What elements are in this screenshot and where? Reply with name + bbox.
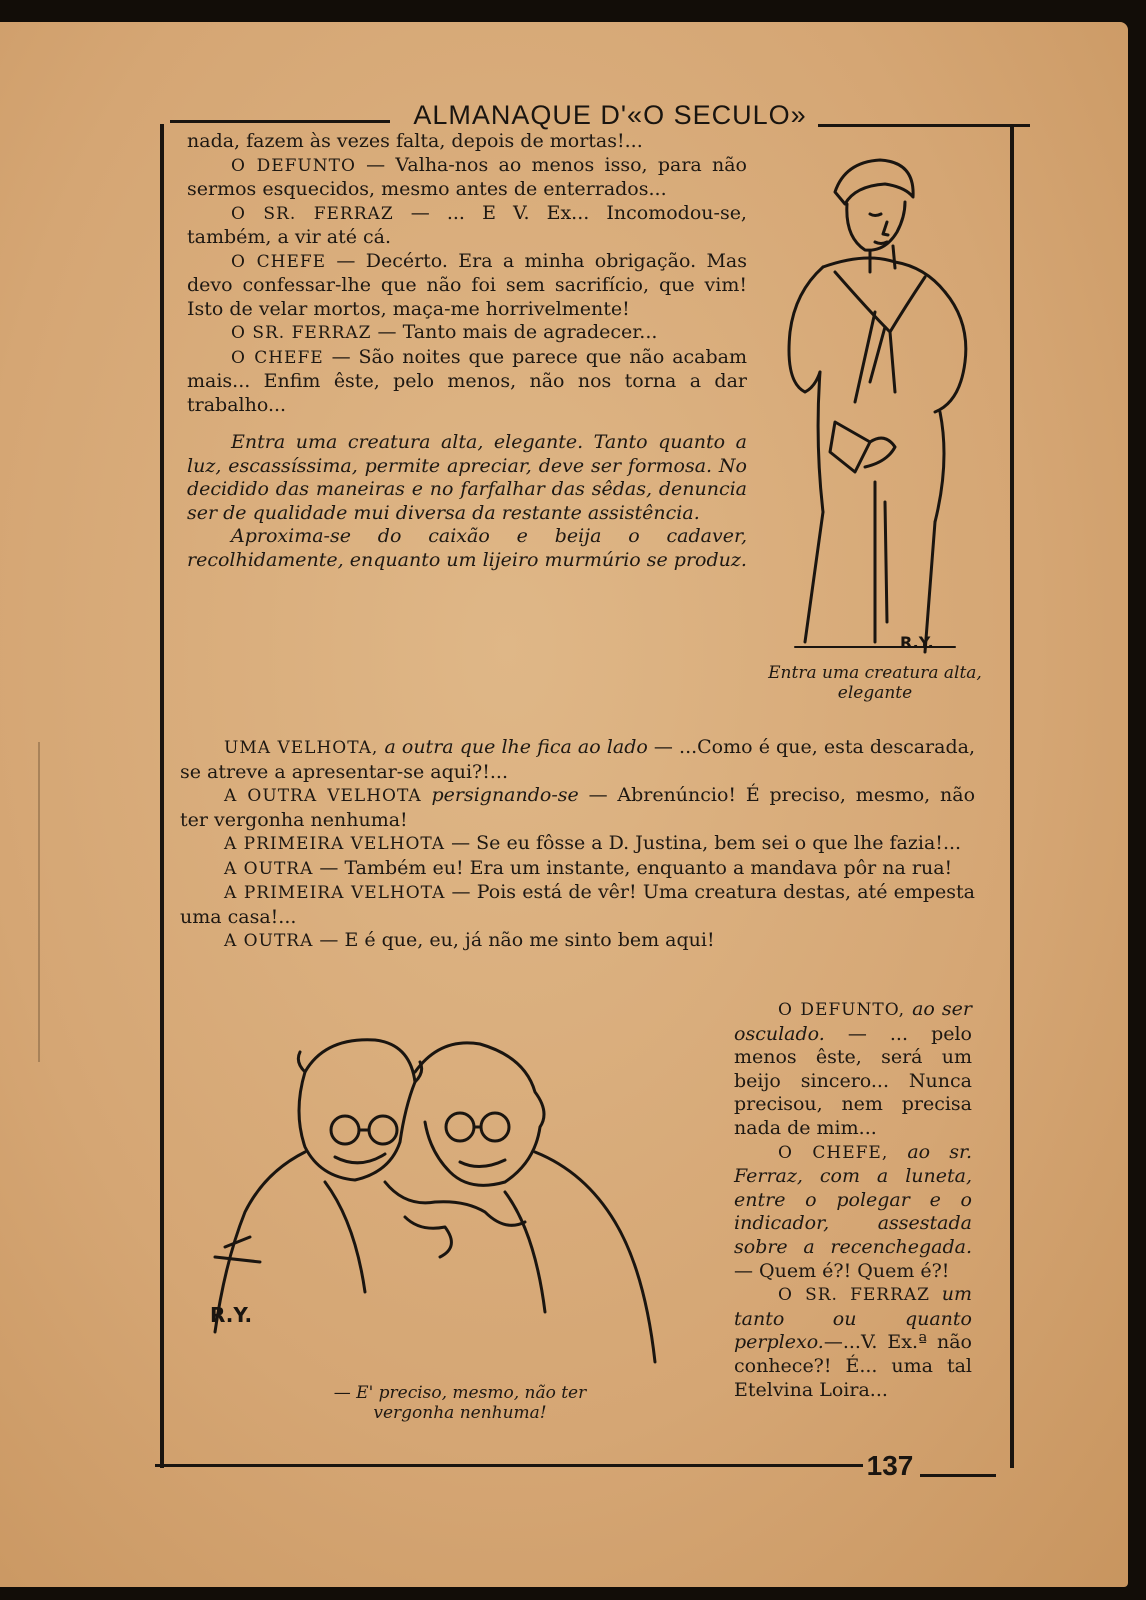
dialogue-text: — Abrenúncio! É preciso, mesmo, não ter vergonha nenhuma! [180, 784, 976, 831]
speaker: O SR. FERRAZ [778, 1285, 930, 1306]
stage-direction: persignando-se [421, 784, 579, 806]
dialogue-line [180, 736, 975, 784]
speaker: O CHEFE, [778, 1142, 889, 1163]
dialogue-line [734, 1283, 972, 1402]
illustration-signature: R.Y. [900, 633, 934, 652]
dialogue-line [180, 929, 975, 954]
stage-direction: ao sr. Ferraz, com a luneta, entre o polegar e o indicador, assestada sobre a recenchegada. [734, 1140, 972, 1258]
paragraph: nada, fazem às vezes falta, depois de mortas!... [187, 130, 643, 152]
page [0, 22, 1128, 1587]
page-number: 137 [866, 1450, 914, 1481]
dialogue-line [187, 346, 747, 418]
dialogue-text: — Também eu! Era um instante, enquanto a mandava pôr na rua! [313, 856, 953, 879]
middle-text-block [180, 736, 975, 954]
header-rule-left [170, 120, 390, 123]
dialogue-text: — Quem é?! Quem é?! [734, 1259, 950, 1282]
speaker: O SR. FERRAZ [231, 323, 372, 343]
binding-thread [38, 742, 54, 1062]
speaker: A PRIMEIRA VELHOTA [224, 883, 446, 903]
dialogue-line [180, 881, 975, 929]
speaker: A OUTRA VELHOTA [224, 786, 422, 806]
dialogue-text: — Decérto. Era a minha obrigação. Mas devo confessar-lhe que não foi sem sacrifício, que vim! Isto de velar mortos, maça-me horrivelmente! [187, 249, 747, 320]
speaker: A PRIMEIRA VELHOTA [224, 834, 446, 854]
dialogue-line [187, 154, 747, 202]
dialogue-text: — Se eu fôsse a D. Justina, bem sei o que lhe fazia!... [445, 832, 962, 854]
footer-rule-right [920, 1474, 996, 1477]
dialogue-text: — ... pelo menos êste, será um beijo sincero... Nunca precisou, nem precisa nada de mim... [734, 1022, 972, 1139]
speaker: O SR. FERRAZ [231, 203, 394, 224]
speaker: A OUTRA [224, 931, 314, 951]
speaker: O CHEFE [231, 347, 324, 368]
speaker: A OUTRA [224, 858, 314, 879]
dialogue-line [187, 321, 747, 346]
right-text-column [734, 998, 972, 1402]
two-old-women-illustration [205, 1032, 705, 1372]
dialogue-text: — E é que, eu, já não me sinto bem aqui! [313, 929, 715, 951]
dialogue-text: — Pois está de vêr! Uma creatura destas, até empesta uma casa!... [180, 881, 976, 928]
dialogue-text: —...V. Ex.ª não conhece?! É... uma tal Etelvina Loira... [734, 1331, 972, 1401]
stage-direction: um tanto ou quanto perplexo. [734, 1283, 972, 1354]
stage-direction: Aproxima-se do caixão e beija o cadaver, recolhidamente, enquanto um lijeiro murmúrio se produz. [187, 525, 747, 571]
stage-direction: Entra uma creatura alta, elegante. Tanto quanto a luz, escassíssima, permite apreciar, deve ser formosa. No decidido das maneiras e no farfalhar das sêdas, denuncia ser de qualidade mui diversa da restante assistência. [187, 431, 747, 524]
dialogue-line [734, 998, 972, 1141]
footer-rule-left [155, 1464, 863, 1467]
illustration-caption: Entra uma creatura alta, elegante [768, 663, 982, 703]
page-footer [150, 1450, 1010, 1490]
dialogue-line [734, 1141, 972, 1284]
speaker: UMA VELHOTA, [224, 738, 379, 758]
header-title: ALMANAQUE D'«O SECULO» [413, 100, 807, 130]
dialogue-text: — São noites que parece que não acabam mais... Enfim êste, pelo menos, não nos torna a dar trabalho... [187, 345, 747, 416]
elegant-woman-illustration [775, 142, 985, 662]
stage-direction: ao ser osculado. [734, 998, 972, 1045]
top-text-column [187, 130, 747, 572]
dialogue-text: — ...Como é que, esta descarada, se atreve a apresentar-se aqui?!... [180, 736, 975, 783]
dialogue-line [180, 857, 975, 882]
speaker: O CHEFE [231, 251, 327, 272]
speaker: O DEFUNTO [231, 155, 356, 176]
dialogue-line [187, 202, 747, 250]
stage-direction: a outra que lhe fica ao lado [378, 736, 648, 758]
dialogue-line [180, 784, 975, 832]
speaker: O DEFUNTO, [778, 1000, 906, 1020]
dialogue-line [180, 832, 975, 857]
dialogue-text: — Valha-nos ao menos isso, para não sermos esquecidos, mesmo antes de enterrados... [187, 153, 747, 200]
dialogue-text: — Tanto mais de agradecer... [371, 321, 658, 343]
dialogue-text: — ... E V. Ex... Incomodou-se, também, a vir até cá. [187, 201, 747, 248]
dialogue-line [187, 250, 747, 322]
illustration-caption: — E' preciso, mesmo, não ter vergonha nenhuma! [333, 1383, 587, 1423]
illustration-signature: R.Y. [210, 1303, 253, 1327]
